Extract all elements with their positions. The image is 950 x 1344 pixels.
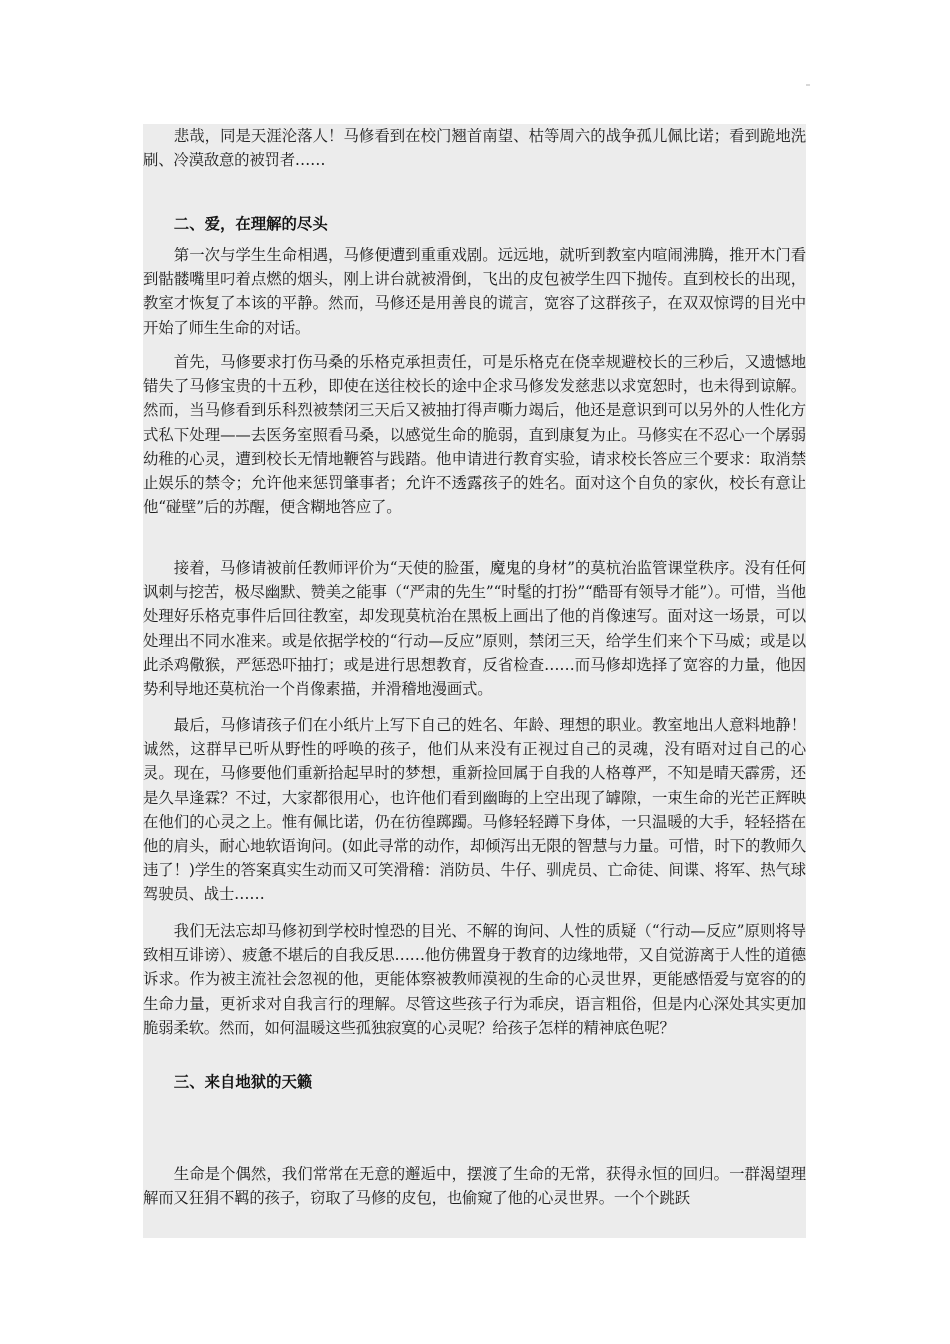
section-2-paragraph-3: 接着，马修请被前任教师评价为“天使的脸蛋，魔鬼的身材”的莫杭治监管课堂秩序。没有任何讽刺与挖苦，极尽幽默、赞美之能事（“严肃的先生”“时髦的打扮”“酷哥有领导才能”）。可惜，当他处理好乐格克事件后回往教室，却发现莫杭治在黑板上画出了他的肖像速写。面对这一场景，可以处理出不同水准来。或是依据学校的“行动—反应”原则，禁闭三天，给学生们来个下马威；或是以此杀鸡儆猴，严惩恐吓抽打；或是进行思想教育，反省检查……而马修却选择了宽容的力量，他因势利导地还莫杭治一个肖像素描，并滑稽地漫画式。 [143,559,806,699]
section-3-heading: 三、来自地狱的天籁 [173,1073,313,1091]
section-2-heading: 二、爱，在理解的尽头 [173,215,328,233]
section-2-paragraph-2: 首先，马修要求打伤马桑的乐格克承担责任，可是乐格克在侥幸规避校长的三秒后，又遗憾地错失了马修宝贵的十五秒，即使在送往校长的途中企求马修发发慈悲以求宽恕时，也未得到谅解。然而，当马修看到乐科烈被禁闭三天后又被抽打得声嘶力竭后，他还是意识到可以另外的人性化方式私下处理——去医务室照看马桑，以感觉生命的脆弱，直到康复为止。马修实在不忍心一个孱弱幼稚的心灵，遭到校长无情地鞭笞与践踏。他申请进行教育实验，请求校长答应三个要求：取消禁止娱乐的禁令；允许他来惩罚肇事者；允许不透露孩子的姓名。面对这个自负的家伙，校长有意让他“碰壁”后的苏醒，便含糊地答应了。 [143,353,806,517]
section-2-paragraph-1: 第一次与学生生命相遇，马修便遭到重重戏剧。远远地，就听到教室内喧闹沸腾，推开木门看到骷髅嘴里叼着点燃的烟头，刚上讲台就被滑倒，飞出的皮包被学生四下抛传。直到校长的出现，教室才恢复了本该的平静。然而，马修还是用善良的谎言，宽容了这群孩子，在双双惊谔的目光中开始了师生生命的对话。 [143,246,806,337]
section-2-paragraph-5: 我们无法忘却马修初到学校时惶恐的目光、不解的询问、人性的质疑（“行动—反应”原则将导致相互诽谤）、疲惫不堪后的自我反思……他仿佛置身于教育的边缘地带，又自觉游离于人性的道德诉求。作为被主流社会忽视的他，更能体察被教师漠视的生命的心灵世界，更能感悟爱与宽容的的生命力量，更祈求对自我言行的理解。尽管这些孩子行为乖戾，语言粗俗，但是内心深处其实更加脆弱柔软。然而，如何温暖这些孤独寂寞的心灵呢？给孩子怎样的精神底色呢？ [143,922,806,1037]
section-2-paragraph-4: 最后，马修请孩子们在小纸片上写下自己的姓名、年龄、理想的职业。教室地出人意料地静！诚然，这群早已听从野性的呼唤的孩子，他们从来没有正视过自己的灵魂，没有晤对过自己的心灵。现在，马修要他们重新拾起早时的梦想，重新捡回属于自我的人格尊严，不知是晴天霹雳，还是久旱逢霖？不过，大家都很用心，也许他们看到幽晦的上空出现了罅隙，一束生命的光芒正辉映在他们的心灵之上。惟有佩比诺，仍在彷徨踯躅。马修轻轻蹲下身体，一只温暖的大手，轻轻搭在他的肩头，耐心地软语询问。(如此寻常的动作，却倾泻出无限的智慧与力量。可惜，时下的教师久违了！)学生的答案真实生动而又可笑滑稽：消防员、牛仔、驯虎员、亡命徒、间谍、将军、热气球驾驶员、战士…… [143,716,806,904]
section-3-paragraph-1: 生命是个偶然，我们常常在无意的邂逅中，摆渡了生命的无常，获得永恒的回归。一群渴望理解而又狂狷不羁的孩子，窃取了马修的皮包，也偷窥了他的心灵世界。一个个跳跃 [143,1165,806,1208]
document-page [143,124,806,1238]
intro-paragraph: 悲哉，同是天涯沦落人！马修看到在校门翘首南望、枯等周六的战争孤儿佩比诺；看到跪地洗刷、冷漠敌意的被罚者…… [143,127,806,170]
page-edge-mark [806,84,810,86]
